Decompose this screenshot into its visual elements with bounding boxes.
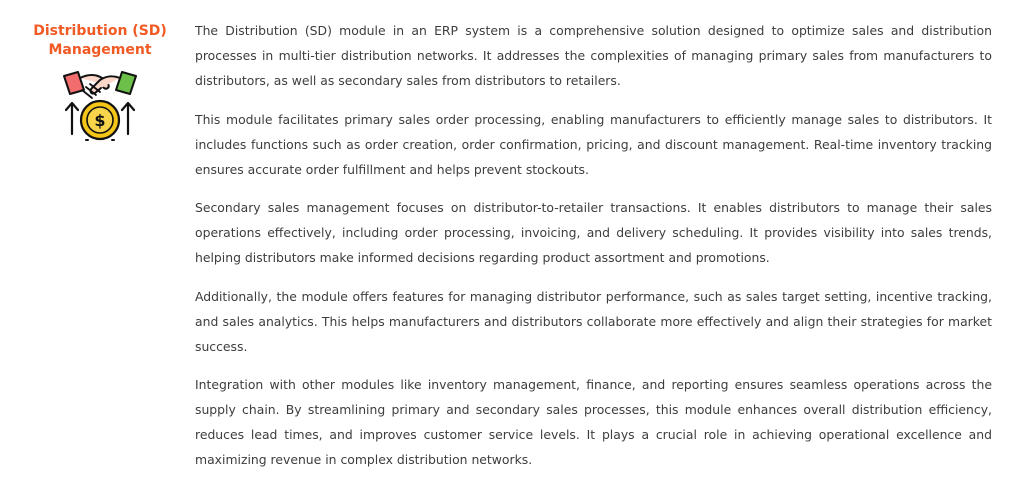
- description-paragraph-5: Integration with other modules like inventory management, finance, and reporting ensures seamless operations across the supply chain. By streamlining primary and secondary sales processes, this module enhances overall distribution efficiency, reduces lead times, and improves customer service levels. It plays a crucial role in achieving operational excellence and maximizing revenue in complex distribution networks.: [195, 377, 992, 467]
- description-paragraph-4: Additionally, the module offers features for managing distributor performance, such as sales target setting, incentive tracking, and sales analytics. This helps manufacturers and distributors collaborate more effectively and align their strategies for market success.: [195, 288, 992, 354]
- module-description: [195, 18, 992, 478]
- module-title: [30, 22, 170, 60]
- icon-container: [30, 68, 170, 144]
- description-paragraph-2: This module facilitates primary sales order processing, enabling manufacturers to efficiently manage sales to distributors. It includes functions such as order creation, order confirmation, pricing, and discount management. Real-time inventory tracking ensures accurate order fulfillment and helps prevent stockouts.: [195, 111, 992, 177]
- description-paragraph-1: The Distribution (SD) module in an ERP system is a comprehensive solution designed to optimize sales and distribution processes in multi-tier distribution networks. It addresses the complexities of managing primary sales from manufacturers to distributors, as well as secondary sales from distributors to retailers.: [195, 23, 992, 88]
- module-sidebar: [30, 22, 170, 144]
- handshake-dollar-icon: [62, 68, 138, 144]
- description-paragraph-3: Secondary sales management focuses on distributor-to-retailer transactions. It enables distributors to manage their sales operations effectively, including order processing, invoicing, and delivery scheduling. It provides visibility into sales trends, helping distributors make informed decisions regarding product assortment and promotions.: [195, 200, 992, 265]
- module-title-line1: Distribution (SD): [33, 23, 167, 39]
- svg-text:$: $: [94, 111, 106, 130]
- module-title-line2: Management: [48, 42, 152, 58]
